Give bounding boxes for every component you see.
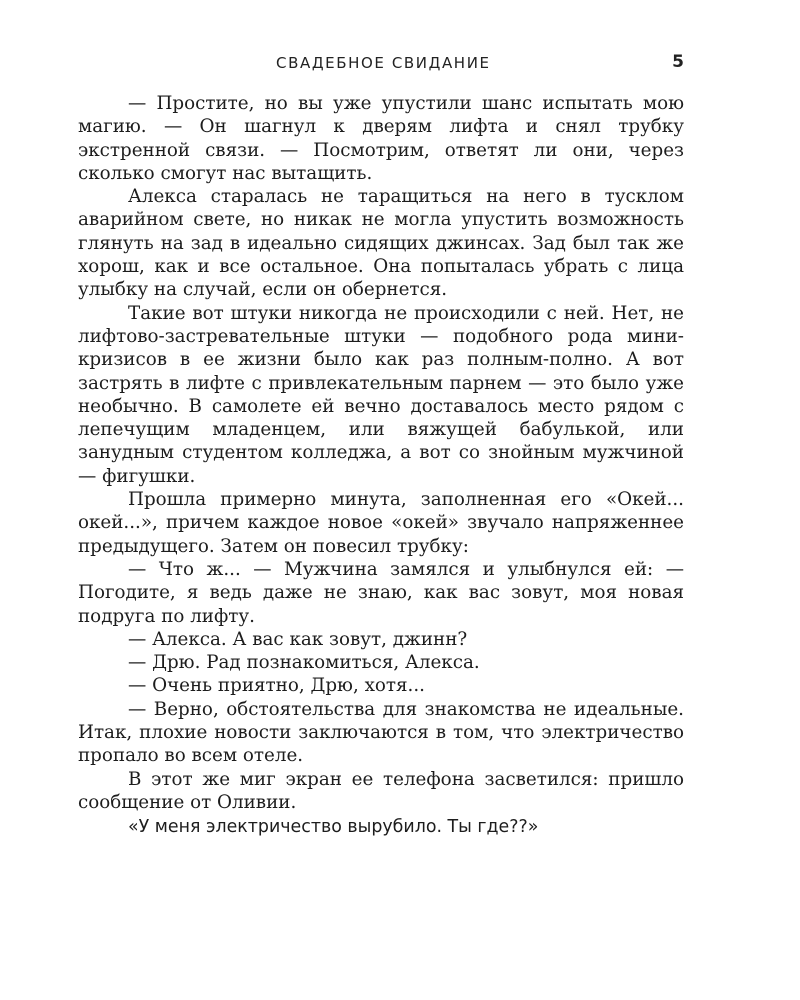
text-message: «У меня электричество вырубило. Ты где??» bbox=[128, 817, 539, 838]
page-number: 5 bbox=[672, 52, 684, 72]
paragraph: — Верно, обстоятельства для знакомства не идеальные. Итак, плохие новости заключаются в том, что электричество пропало во всем отеле. bbox=[78, 698, 684, 767]
paragraph: В этот же миг экран ее телефона засветился: пришло сообщение от Оливии. bbox=[78, 768, 684, 813]
paragraph: Такие вот штуки никогда не происходили с ней. Нет, не лифтово-застревательные штуки — подобного рода мини-кризисов в ее жизни было как раз полным-полно. А вот застрять в лифте с привлекательным парнем — это было уже необычно. В самолете ей вечно доставалось место рядом с лепечущим младенцем, или вяжущей бабулькой, или занудным студентом колледжа, а вот со знойным мужчиной — фигушки. bbox=[78, 302, 684, 487]
paragraph: — Алекса. А вас как зовут, джинн? bbox=[128, 628, 468, 650]
running-head bbox=[0, 52, 800, 78]
paragraph: — Очень приятно, Дрю, хотя... bbox=[128, 675, 425, 697]
paragraph: — Простите, но вы уже упустили шанс испытать мою магию. — Он шагнул к дверям лифта и снял трубку экстренной связи. — Посмотрим, ответят ли они, через сколько смогут нас вытащить. bbox=[78, 93, 684, 184]
paragraph: — Что ж... — Мужчина замялся и улыбнулся ей: — Погодите, я ведь даже не знаю, как вас зовут, моя новая подруга по лифту. bbox=[78, 558, 684, 627]
paragraph: — Дрю. Рад познакомиться, Алекса. bbox=[128, 652, 480, 674]
paragraph: Прошла примерно минута, заполненная его «Окей... окей...», причем каждое новое «окей» звучало напряженнее предыдущего. Затем он повесил трубку: bbox=[78, 489, 684, 557]
body-text bbox=[78, 92, 684, 840]
paragraph: Алекса старалась не таращиться на него в тусклом аварийном свете, но никак не могла упустить возможность глянуть на зад в идеально сидящих джинсах. Зад был так же хорош, как и все остальное. Она попыталась убрать с лица улыбку на случай, если он обернется. bbox=[78, 186, 684, 301]
running-title: СВАДЕБНОЕ СВИДАНИЕ bbox=[276, 54, 491, 72]
